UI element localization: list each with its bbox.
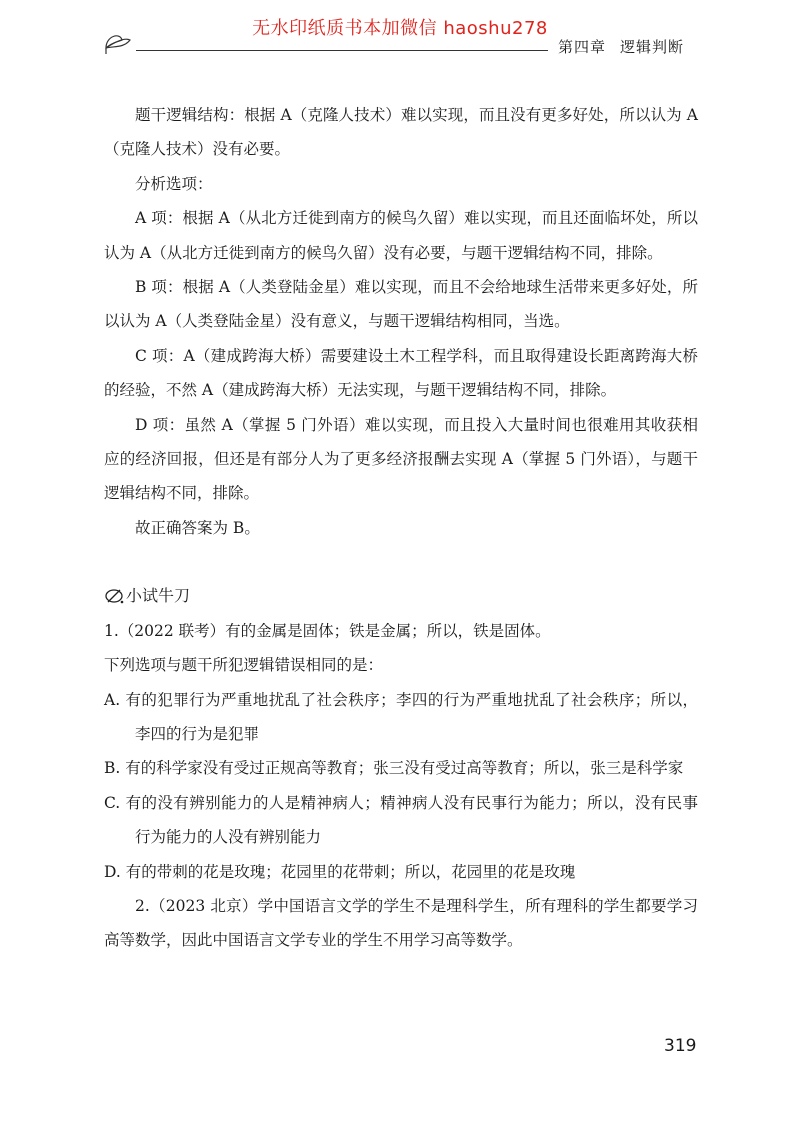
question-1-option-c: C. 有的没有辨别能力的人是精神病人；精神病人没有民事行为能力；所以，没有民事行为能力的人没有辨别能力: [104, 793, 698, 847]
paragraph-answer: 故正确答案为 B。: [135, 518, 260, 537]
running-header: [558, 36, 684, 57]
paragraph-option-a: A 项：根据 A（从北方迁徙到南方的候鸟久留）难以实现，而且还面临坏处，所以认为 A（从北方迁徙到南方的候鸟久留）没有必要，与题干逻辑结构不同，排除。: [104, 209, 698, 262]
paragraph-structure: 题干逻辑结构：根据 A（克隆人技术）难以实现，而且没有更多好处，所以认为 A（克隆人技术）没有必要。: [104, 106, 698, 159]
chapter-number: 第四章: [558, 38, 607, 56]
question-1-prompt: 下列选项与题干所犯逻辑错误相同的是：: [104, 656, 384, 675]
paragraph-analysis-heading: 分析选项：: [135, 174, 213, 193]
paragraph-option-d: D 项：虽然 A（掌握 5 门外语）难以实现，而且投入大量时间也很难用其收获相应的经济回报，但还是有部分人为了更多经济报酬去实现 A（掌握 5 门外语），与题干逻辑结构不同，排除。: [104, 415, 698, 503]
question-2: 2.（2023 北京）学中国语言文学的学生不是理科学生，所有理科的学生都要学习高等数学，因此中国语言文学专业的学生不用学习高等数学。: [104, 896, 698, 950]
page-number: 319: [664, 1036, 697, 1056]
leaf-sprout-icon: [100, 26, 136, 56]
practice-section-title: [104, 579, 698, 613]
paragraph-option-b: B 项：根据 A（人类登陆金星）难以实现，而且不会给地球生活带来更多好处，所以认为 A（人类登陆金星）没有意义，与题干逻辑结构相同，当选。: [104, 278, 698, 331]
header-rule: [136, 50, 548, 51]
pen-icon: [104, 588, 124, 604]
paragraph-option-c: C 项：A（建成跨海大桥）需要建设土木工程学科，而且取得建设长距离跨海大桥的经验，不然 A（建成跨海大桥）无法实现，与题干逻辑结构不同，排除。: [104, 346, 698, 400]
question-1-option-b: B. 有的科学家没有受过正规高等教育；张三没有受过高等教育；所以，张三是科学家: [104, 759, 684, 778]
chapter-title: 逻辑判断: [620, 38, 685, 56]
practice-title-text: 小试牛刀: [126, 586, 191, 606]
page-body: [104, 98, 698, 958]
watermark: 无水印纸质书本加微信 haoshu278: [252, 18, 548, 39]
question-1: 1.（2022 联考）有的金属是固体；铁是金属；所以，铁是固体。: [104, 621, 551, 640]
question-1-option-a: A. 有的犯罪行为严重地扰乱了社会秩序；李四的行为严重地扰乱了社会秩序；所以，李四的行为是犯罪: [104, 690, 698, 743]
question-1-option-d: D. 有的带刺的花是玫瑰；花园里的花带刺；所以，花园里的花是玫瑰: [104, 862, 576, 881]
